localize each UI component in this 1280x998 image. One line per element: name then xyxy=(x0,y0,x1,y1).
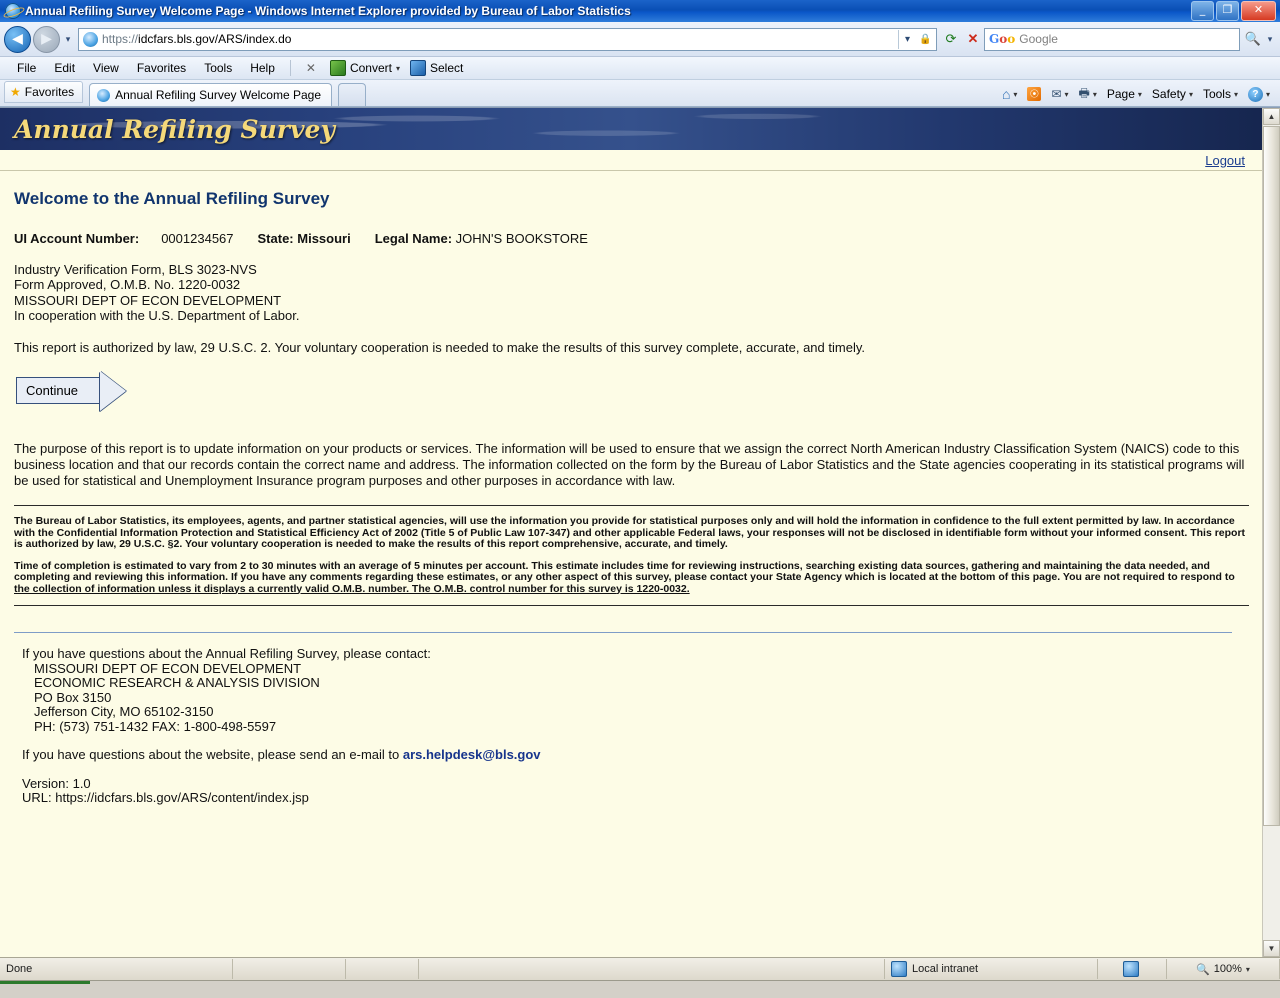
new-tab-button[interactable] xyxy=(338,83,366,106)
print-button[interactable] xyxy=(1075,82,1101,107)
help-icon: ? xyxy=(1248,87,1263,102)
divider-blue xyxy=(14,632,1232,633)
continue-label: Continue xyxy=(26,383,79,398)
minimize-button[interactable]: _ xyxy=(1191,1,1214,21)
website-contact-line xyxy=(22,748,1249,763)
back-button[interactable]: ◀ xyxy=(4,26,31,53)
convert-label: Convert xyxy=(349,61,392,75)
window-title: Annual Refiling Survey Welcome Page - Windows Internet Explorer provided by Bureau of Labor Statistics xyxy=(25,4,631,18)
menu-file[interactable]: File xyxy=(17,61,37,75)
recent-pages-dropdown-icon[interactable]: ▾ xyxy=(65,33,71,44)
refresh-button[interactable]: ⟳ xyxy=(945,31,957,46)
continue-button-wrapper xyxy=(16,377,1249,407)
shield-icon xyxy=(1123,961,1139,977)
status-cell-1 xyxy=(233,959,346,979)
page-content xyxy=(0,171,1263,806)
version-block xyxy=(14,777,1249,806)
status-cell-3 xyxy=(419,959,885,979)
form-line-1: Industry Verification Form, BLS 3023-NVS xyxy=(14,261,257,277)
maximize-button[interactable]: ❐ xyxy=(1216,1,1239,21)
page-dropdown-icon[interactable]: ▾ xyxy=(1137,89,1142,99)
favorites-label: Favorites xyxy=(24,85,75,99)
browser-viewport xyxy=(0,107,1280,957)
contact-intro: If you have questions about the Annual Refiling Survey, please contact: xyxy=(22,646,431,661)
page-menu-label: Page xyxy=(1106,87,1135,101)
confidentiality-text: The Bureau of Labor Statistics, its employees, agents, and partner statistical agencies, will use the information you provide for statistical purposes only and will hold the information in confidence to the full extent permitted by law. In accordance with the Confidential Information Protection and Statistical Efficiency Act of 2002 (Title 5 of Public Law 107-347) and other applicable Federal laws, your responses will not be disclosed in identifiable form without your informed consent. This report is authorized by law, 29 U.S.C. §2. Your voluntary cooperation is needed to make the results of this report comprehensive, accurate, and timely. xyxy=(14,515,1246,550)
rss-icon: ⦿ xyxy=(1027,87,1041,101)
convert-button[interactable] xyxy=(325,59,405,77)
forward-button[interactable]: ▶ xyxy=(33,26,60,53)
select-button[interactable] xyxy=(405,59,468,77)
site-icon xyxy=(83,32,98,47)
status-text: Done xyxy=(0,959,233,979)
vertical-scrollbar[interactable] xyxy=(1262,108,1280,957)
window-controls xyxy=(1191,1,1278,21)
select-icon xyxy=(410,60,426,76)
address-input[interactable] xyxy=(78,28,937,51)
account-summary xyxy=(14,231,1249,246)
status-cell-2 xyxy=(346,959,419,979)
helpdesk-email-link[interactable]: ars.helpdesk@bls.gov xyxy=(402,747,541,762)
home-icon: ⌂ xyxy=(1001,86,1011,102)
legal-name-label: Legal Name: xyxy=(374,231,453,246)
divider-bottom xyxy=(14,605,1249,606)
favorites-button[interactable] xyxy=(4,81,83,103)
contact-line-1: MISSOURI DEPT OF ECON DEVELOPMENT xyxy=(34,660,302,676)
divider-top xyxy=(14,505,1249,506)
help-menu-button[interactable] xyxy=(1244,85,1274,104)
menu-help[interactable]: Help xyxy=(250,61,275,75)
form-identification-block xyxy=(14,262,1249,324)
contact-line-3: PO Box 3150 xyxy=(34,689,112,705)
menu-edit[interactable]: Edit xyxy=(54,61,76,75)
search-input[interactable] xyxy=(984,28,1240,51)
authorization-text: This report is authorized by law, 29 U.S.C. 2. Your voluntary cooperation is needed to make the results of this survey complete, accurate, and timely. xyxy=(14,340,865,355)
security-zone[interactable] xyxy=(885,959,1098,979)
site-banner xyxy=(0,108,1263,150)
logout-bar xyxy=(0,150,1263,171)
tools-menu-button[interactable] xyxy=(1199,85,1242,103)
print-dropdown-icon[interactable]: ▾ xyxy=(1092,89,1097,99)
form-line-4: In cooperation with the U.S. Department of Labor. xyxy=(14,308,300,323)
status-bar xyxy=(0,957,1280,980)
legal-name-value: JOHN'S BOOKSTORE xyxy=(455,231,588,246)
close-toolbar-icon[interactable]: ✕ xyxy=(305,61,316,75)
state-value: Missouri xyxy=(297,231,351,246)
menu-bar xyxy=(0,57,1280,80)
convert-icon xyxy=(330,60,346,76)
contact-line-4: Jefferson City, MO 65102-3150 xyxy=(34,704,214,719)
form-line-2: Form Approved, O.M.B. No. 1220-0032 xyxy=(14,277,241,292)
search-button[interactable]: 🔍 xyxy=(1244,31,1262,46)
tab-annual-refiling-survey[interactable] xyxy=(89,83,332,106)
home-button[interactable] xyxy=(998,84,1021,104)
address-toolbar xyxy=(0,22,1280,57)
close-button[interactable]: ✕ xyxy=(1241,1,1276,21)
url-rest: idcfars.bls.gov/ARS/index.do xyxy=(138,32,292,46)
contact-line-5: PH: (573) 751-1432 FAX: 1-800-498-5597 xyxy=(34,718,277,734)
help-dropdown-icon[interactable]: ▾ xyxy=(1265,89,1270,99)
safety-menu-button[interactable] xyxy=(1148,85,1197,103)
page-menu-button[interactable] xyxy=(1103,85,1146,103)
zoom-level: 100% xyxy=(1213,963,1242,975)
home-dropdown-icon[interactable]: ▾ xyxy=(1013,89,1018,99)
version-line: Version: 1.0 xyxy=(22,775,91,791)
tab-bar xyxy=(0,80,1280,107)
purpose-text: The purpose of this report is to update information on your products or services. The information will be used to ensure that we assign the correct North American Industry Classification System (NAICS) code to this business location and that our records contain the correct name and address. The information collected on the form by the Bureau of Labor Statistics and the State agencies cooperating in its statistical programs will be used for statistical and Unemployment Insurance program purposes and other purposes in accordance with law. xyxy=(14,441,1245,488)
menu-view[interactable]: View xyxy=(93,61,119,75)
search-placeholder: Google xyxy=(1019,32,1058,46)
page-title: Welcome to the Annual Refiling Survey xyxy=(14,189,330,208)
magnifier-icon: 🔍 xyxy=(1196,963,1210,976)
web-page xyxy=(0,108,1263,957)
zoom-control[interactable] xyxy=(1167,959,1280,979)
page-favicon-icon xyxy=(97,89,110,102)
mail-icon: ✉ xyxy=(1051,87,1062,101)
address-dropdown-icon[interactable]: ▾ xyxy=(898,30,916,49)
convert-dropdown-icon[interactable]: ▾ xyxy=(395,63,400,73)
tools-menu-label: Tools xyxy=(1202,87,1231,101)
mail-dropdown-icon[interactable]: ▾ xyxy=(1064,89,1069,99)
printer-icon: 🖶 xyxy=(1078,85,1090,100)
scroll-thumb[interactable] xyxy=(1263,126,1280,826)
select-label: Select xyxy=(430,61,464,75)
star-icon: ★ xyxy=(10,85,21,99)
zoom-dropdown-icon[interactable]: ▾ xyxy=(1245,964,1250,974)
url-protocol: https:// xyxy=(102,32,139,46)
state-label: State: xyxy=(257,231,294,246)
logout-link[interactable]: Logout xyxy=(1205,152,1245,168)
website-contact-intro: If you have questions about the website, please send an e-mail to xyxy=(22,747,403,762)
burden-part-1: Time of completion is estimated to vary from 2 to 30 minutes with an average of 5 minutes per account. This estimate includes time for reviewing instructions, searching existing data sources, gathering and maintaining the data needed, and completing and reviewing this information. If you have any comments regarding these estimates, or any other aspect of this survey, please contact your State Agency which is located at the bottom of this page. You are not required to respond to xyxy=(14,559,1235,583)
taskbar-strip xyxy=(0,980,1280,985)
contact-block xyxy=(14,647,1249,763)
ui-account-value: 0001234567 xyxy=(161,231,234,246)
arrow-right-icon xyxy=(100,371,126,411)
scroll-down-button[interactable]: ▼ xyxy=(1263,940,1280,957)
stop-button[interactable]: ✕ xyxy=(967,31,979,46)
ui-account-label: UI Account Number: xyxy=(14,231,140,246)
search-provider-dropdown-icon[interactable]: ▾ xyxy=(1267,33,1273,44)
form-line-3: MISSOURI DEPT OF ECON DEVELOPMENT xyxy=(14,292,282,308)
address-text xyxy=(102,32,291,46)
menu-favorites[interactable]: Favorites xyxy=(136,61,187,75)
lock-icon: 🔒 xyxy=(919,33,932,45)
protected-mode-indicator xyxy=(1098,959,1167,979)
contact-line-2: ECONOMIC RESEARCH & ANALYSIS DIVISION xyxy=(34,675,320,690)
window-title-bar xyxy=(0,0,1280,22)
feeds-button[interactable] xyxy=(1023,85,1045,103)
scroll-up-button[interactable]: ▲ xyxy=(1263,108,1280,125)
tab-label: Annual Refiling Survey Welcome Page xyxy=(115,88,322,102)
menu-tools[interactable]: Tools xyxy=(204,61,233,75)
security-zone-label: Local intranet xyxy=(912,963,979,975)
site-title: Annual Refiling Survey xyxy=(14,114,335,144)
tools-dropdown-icon[interactable]: ▾ xyxy=(1233,89,1238,99)
taskbar-accent xyxy=(0,981,90,984)
safety-dropdown-icon[interactable]: ▾ xyxy=(1188,89,1193,99)
url-line: URL: https://idcfars.bls.gov/ARS/content/index.jsp xyxy=(22,790,309,805)
continue-button[interactable] xyxy=(16,377,100,404)
menu-divider xyxy=(290,60,291,76)
command-bar xyxy=(998,82,1280,106)
intranet-icon xyxy=(891,961,907,977)
read-mail-button[interactable] xyxy=(1047,85,1072,103)
burden-part-2: the collection of information unless it displays a currently valid O.M.B. number. The O.M.B. control number for this survey is 1220-0032. xyxy=(14,582,690,595)
burden-statement xyxy=(14,561,1249,596)
google-icon: Goo xyxy=(989,32,1016,46)
safety-menu-label: Safety xyxy=(1151,87,1186,101)
internet-explorer-icon xyxy=(5,3,21,19)
